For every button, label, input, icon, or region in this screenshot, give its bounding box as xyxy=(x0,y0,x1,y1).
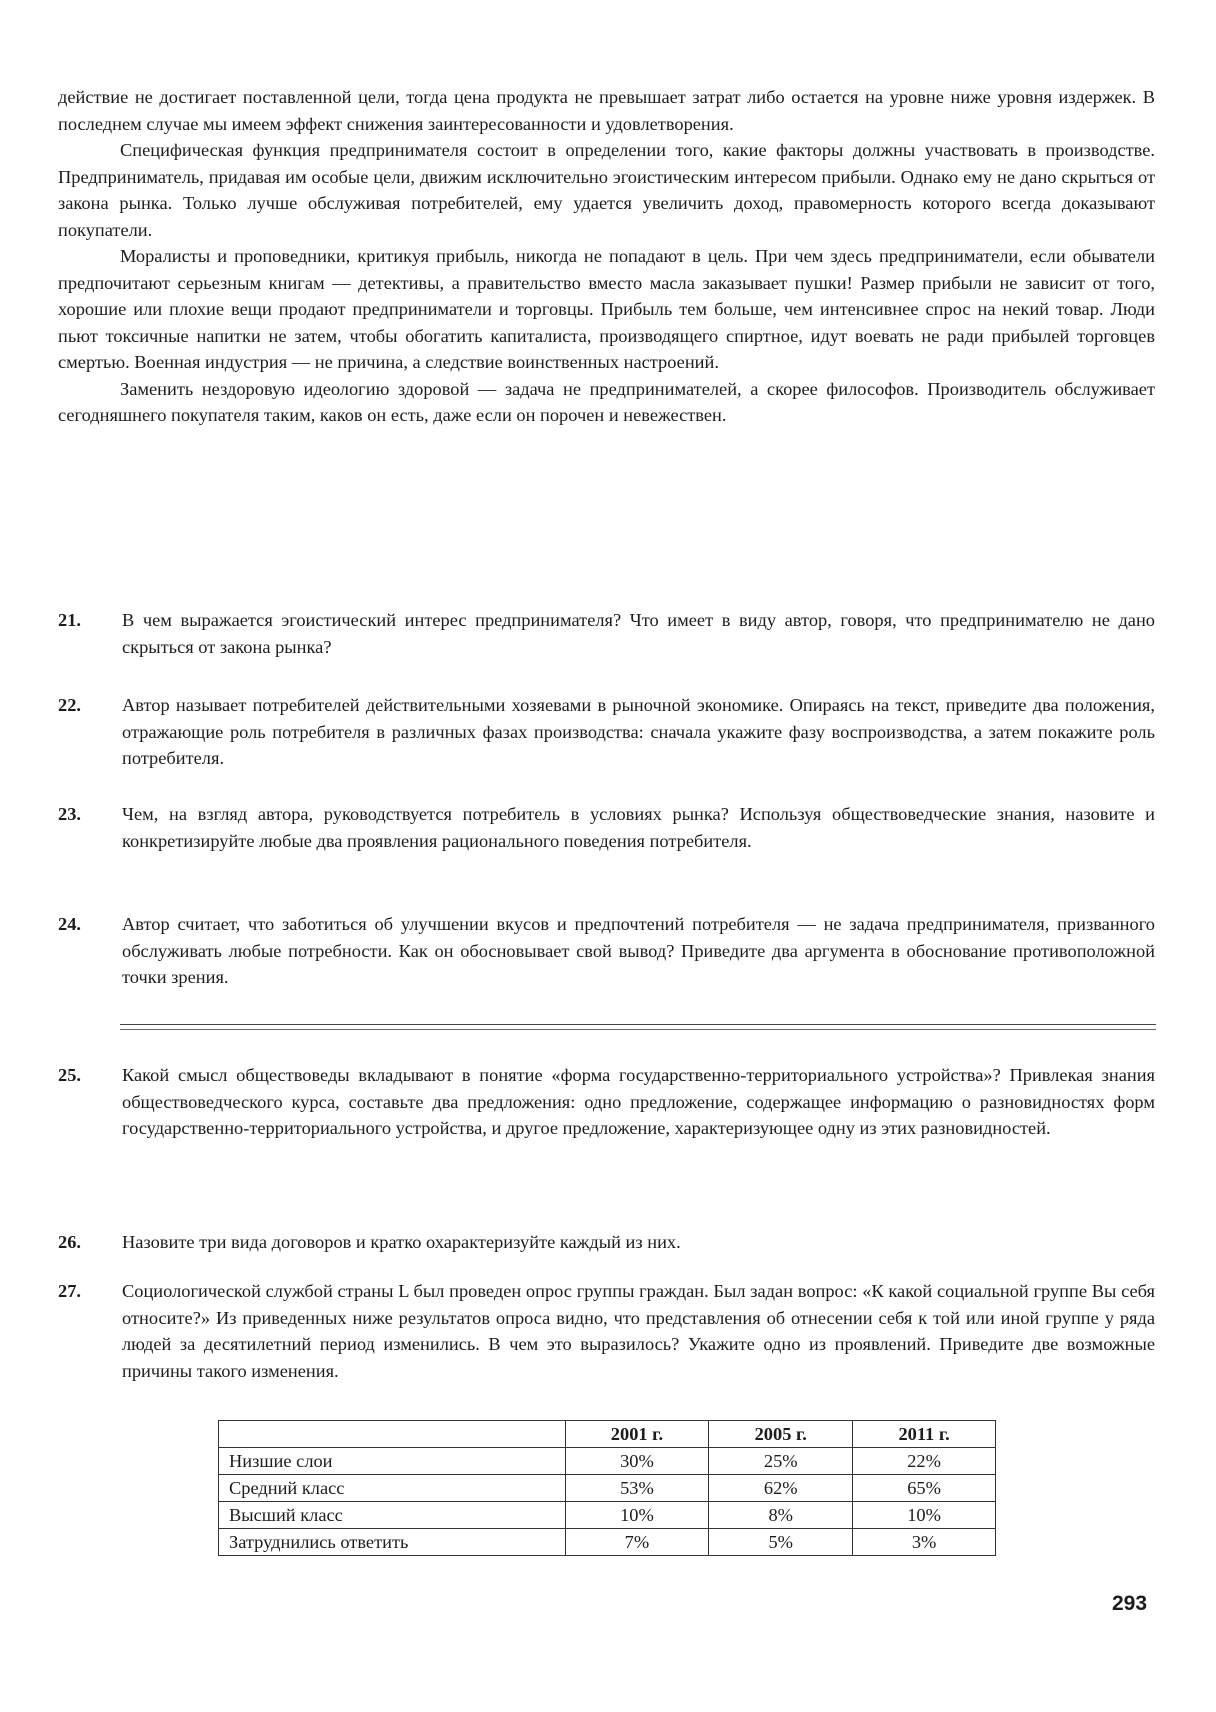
table-cell: 8% xyxy=(709,1502,853,1529)
question-number: 22. xyxy=(58,695,81,715)
question-text: В чем выражается эгоистический интерес предпринимателя? Что имеет в виду автор, говоря, что предпринимателю не дано скрыться от закона рынка? xyxy=(122,610,1155,657)
question-27 xyxy=(58,1278,1155,1384)
table-cell: 5% xyxy=(709,1529,853,1556)
question-25 xyxy=(58,1062,1155,1142)
question-21 xyxy=(58,607,1155,660)
table-header-row xyxy=(219,1421,996,1448)
table-cell: 10% xyxy=(565,1502,709,1529)
table-cell: Средний класс xyxy=(219,1475,566,1502)
question-text: Социологической службой страны L был проведен опрос группы граждан. Был задан вопрос: «К какой социальной группе Вы себя относите?» Из приведенных ниже результатов опроса видно, что представления об отнесении себя к той или иной группе у ряда людей за десятилетний период изменились. В чем это выразилось? Укажите одно из проявлений. Приведите две возможные причины такого изменения. xyxy=(122,1281,1155,1381)
passage-paragraph: Заменить нездоровую идеологию здоровой — задача не предпринимателей, а скорее философов. Производитель обслуживает сегодняшнего покупателя таким, каков он есть, даже если он порочен и невежествен. xyxy=(58,378,1155,425)
table-cell: 53% xyxy=(565,1475,709,1502)
table-cell: Затруднились ответить xyxy=(219,1529,566,1556)
question-26 xyxy=(58,1229,1155,1256)
table-row xyxy=(219,1448,996,1475)
section-divider xyxy=(120,1024,1156,1025)
table-header-cell xyxy=(219,1421,566,1448)
question-22 xyxy=(58,692,1155,772)
question-number: 27. xyxy=(58,1281,81,1301)
passage xyxy=(58,84,1155,429)
table-cell: Низшие слои xyxy=(219,1448,566,1475)
table-header-cell: 2011 г. xyxy=(853,1421,996,1448)
question-number: 21. xyxy=(58,610,81,630)
table-cell: 62% xyxy=(709,1475,853,1502)
table-cell: 30% xyxy=(565,1448,709,1475)
table-cell: 3% xyxy=(853,1529,996,1556)
question-number: 26. xyxy=(58,1232,81,1252)
table-row xyxy=(219,1529,996,1556)
question-23 xyxy=(58,801,1155,854)
table-row xyxy=(219,1475,996,1502)
passage-paragraph: Специфическая функция предпринимателя состоит в определении того, какие факторы должны участвовать в производстве. Предприниматель, придавая им особые цели, движим исключительно эгоистическим интересом прибыли. Однако ему не дано скрыться от закона рынка. Только лучше обслуживая потребителей, ему удается увеличить доход, правомерность которого всегда доказывают покупатели. xyxy=(58,140,1155,240)
table-cell: Высший класс xyxy=(219,1502,566,1529)
question-text: Автор считает, что заботиться об улучшении вкусов и предпочтений потребителя — не задача предпринимателя, призванного обслуживать любые потребности. Как он обосновывает свой вывод? Приведите два аргумента в обоснование противоположной точки зрения. xyxy=(122,914,1155,987)
question-24 xyxy=(58,911,1155,991)
passage-paragraph: Моралисты и проповедники, критикуя прибыль, никогда не попадают в цель. При чем здесь предприниматели, если обыватели предпочитают серьезным книгам — детективы, а правительство вместо масла заказывает пушки! Размер прибыли не зависит от того, хорошие или плохие вещи продают предприниматели и торговцы. Прибыль тем больше, чем интенсивнее спрос на некий товар. Люди пьют токсичные напитки не затем, чтобы обогатить капиталиста, производящего спиртное, идут воевать не ради прибылей торговцев смертью. Военная индустрия — не причина, а следствие воинственных настроений. xyxy=(58,246,1155,372)
question-text: Автор называет потребителей действительными хозяевами в рыночной экономике. Опираясь на текст, приведите два положения, отражающие роль потребителя в различных фазах производства: сначала укажите фазу воспроизводства, а затем покажите роль потребителя. xyxy=(122,695,1155,768)
survey-results-table xyxy=(218,1420,996,1556)
question-text: Чем, на взгляд автора, руководствуется потребитель в условиях рынка? Используя обществоведческие знания, назовите и конкретизируйте любые два проявления рационального поведения потребителя. xyxy=(122,804,1155,851)
table-cell: 22% xyxy=(853,1448,996,1475)
table-cell: 65% xyxy=(853,1475,996,1502)
table-row xyxy=(219,1502,996,1529)
table-header-cell: 2001 г. xyxy=(565,1421,709,1448)
table-header-cell: 2005 г. xyxy=(709,1421,853,1448)
section-divider-second-line xyxy=(120,1029,1156,1030)
passage-paragraph: действие не достигает поставленной цели, тогда цена продукта не превышает затрат либо остается на уровне ниже уровня издержек. В последнем случае мы имеем эффект снижения заинтересованности и удовлетворения. xyxy=(58,87,1155,134)
table-cell: 7% xyxy=(565,1529,709,1556)
question-number: 25. xyxy=(58,1065,81,1085)
question-text: Назовите три вида договоров и кратко охарактеризуйте каждый из них. xyxy=(122,1232,681,1252)
page-number: 293 xyxy=(1112,1592,1148,1615)
question-number: 23. xyxy=(58,804,81,824)
table-cell: 25% xyxy=(709,1448,853,1475)
table-cell: 10% xyxy=(853,1502,996,1529)
question-number: 24. xyxy=(58,914,81,934)
question-text: Какой смысл обществоведы вкладывают в понятие «форма государственно-территориального устройства»? Привлекая знания обществоведческого курса, составьте два предложения: одно предложение, содержащее информацию о разновидностях форм государственно-территориального устройства, и другое предложение, характеризующее одну из этих разновидностей. xyxy=(122,1065,1155,1138)
